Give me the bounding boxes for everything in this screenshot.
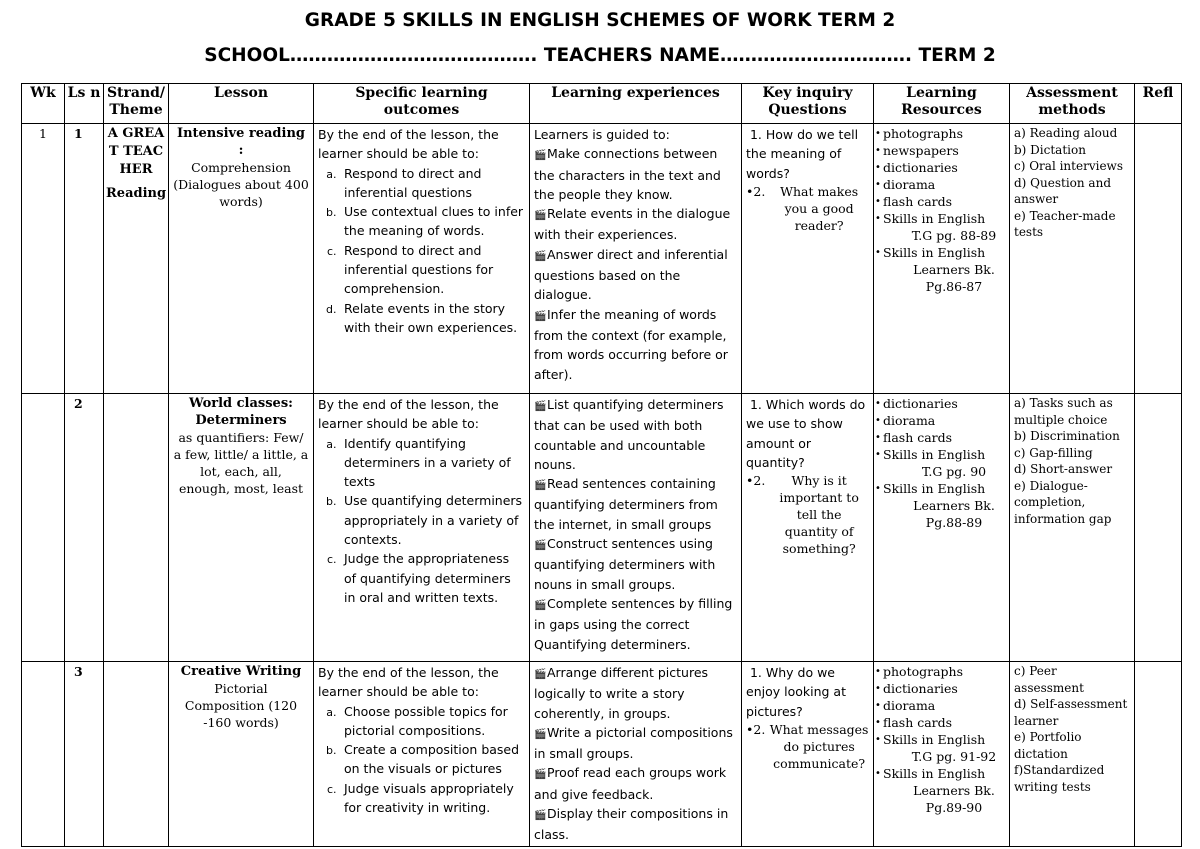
outcome-item: a. Choose possible topics for pictorial compositions.	[340, 702, 525, 741]
experience-text: Relate events in the dialogue with their experiences.	[534, 206, 731, 243]
experience-text: Answer direct and inferential questions based on the dialogue.	[534, 246, 728, 303]
header-resources: Learning Resources	[874, 84, 1010, 124]
questions-cell	[742, 394, 874, 662]
experience-item	[534, 204, 737, 245]
resource-text: diorama	[883, 698, 936, 713]
resource-item	[876, 680, 1005, 697]
question-item	[746, 125, 869, 183]
lesson-body: Comprehension (Dialogues about 400 words)	[173, 160, 309, 209]
lesson-number-cell: 3	[65, 662, 104, 847]
resource-item	[876, 244, 1005, 295]
strand-cell	[104, 394, 169, 662]
header-experiences: Learning experiences	[530, 84, 742, 124]
resource-detail: Learners Bk. Pg.86-87	[913, 262, 995, 294]
lesson-body: as quantifiers: Few/ a few, little/ a little, a lot, each, all, enough, most, least	[173, 430, 309, 496]
resources-cell	[874, 394, 1010, 662]
question-text: Why do we enjoy looking at pictures?	[746, 665, 846, 719]
header-wk: Wk	[22, 84, 65, 124]
week-cell: 1	[22, 124, 65, 394]
clapperboard-icon: 🎬	[534, 769, 547, 781]
resource-item	[876, 193, 1005, 210]
experience-item	[534, 305, 737, 384]
experience-item	[534, 723, 737, 764]
assessment-item: d) Short-answer	[1014, 462, 1113, 476]
header-lsn: Ls n	[65, 84, 104, 124]
table-row	[22, 394, 1182, 662]
reflection-cell	[1135, 662, 1182, 847]
header-reflection: Refl	[1135, 84, 1182, 124]
lesson-cell	[169, 394, 314, 662]
outcome-item: c. Judge the appropriateness of quantifying determiners in oral and written texts.	[340, 549, 525, 607]
assessment-item: f)Standardized writing tests	[1014, 763, 1105, 794]
resource-detail: Learners Bk. Pg.89-90	[913, 783, 995, 815]
assessment-item: e) Dialogue-completion, information gap	[1014, 478, 1112, 526]
resource-item	[876, 142, 1005, 159]
strand-cell	[104, 662, 169, 847]
resource-item	[876, 395, 1005, 412]
outcome-item: b. Use contextual clues to infer the meaning of words.	[340, 202, 525, 241]
resource-detail: T.G pg. 88-89	[911, 228, 997, 243]
resource-text: Skills in English	[883, 447, 986, 462]
assessment-item: d) Self-assessment learner	[1014, 697, 1128, 728]
resource-detail: T.G pg. 91-92	[911, 749, 997, 764]
resource-text: dictionaries	[883, 681, 958, 696]
assessment-item: a) Reading aloud	[1014, 126, 1118, 140]
clapperboard-icon: 🎬	[534, 540, 547, 552]
assessment-cell	[1010, 662, 1135, 847]
resources-cell	[874, 662, 1010, 847]
question-text: What messages do pictures communicate?	[769, 721, 869, 771]
outcomes-cell	[314, 662, 530, 847]
resource-item	[876, 159, 1005, 176]
resource-item	[876, 176, 1005, 193]
question-item	[746, 663, 869, 721]
header-questions: Key inquiry Questions	[742, 84, 874, 124]
resource-item	[876, 714, 1005, 731]
lesson-number-cell: 1	[65, 124, 104, 394]
outcome-item: b. Use quantifying determiners appropriately in a variety of contexts.	[340, 491, 525, 549]
header-strand: Strand/ Theme	[104, 84, 169, 124]
assessment-cell	[1010, 394, 1135, 662]
clapperboard-icon: 🎬	[534, 669, 547, 680]
resource-item	[876, 412, 1005, 429]
assessment-item: c) Peer assessment	[1014, 664, 1084, 695]
lesson-title: World classes: Determiners	[189, 396, 293, 428]
experience-text: Make connections between the characters in the text and the people they know.	[534, 146, 721, 202]
experience-item	[534, 763, 737, 804]
question-item	[746, 472, 869, 557]
header-assessment: Assessment methods	[1010, 84, 1135, 124]
resource-text: Skills in English	[883, 732, 986, 747]
experience-text: Arrange different pictures logically to write a story coherently, in groups.	[534, 665, 709, 721]
assessment-item: d) Question and answer	[1014, 175, 1111, 206]
outcome-item: c. Respond to direct and inferential questions for comprehension.	[340, 241, 525, 299]
experience-item	[534, 245, 737, 305]
experience-text: Proof read each groups work and give feedback.	[534, 765, 727, 802]
resource-item	[876, 663, 1005, 680]
assessment-item: c) Oral interviews	[1014, 159, 1123, 173]
clapperboard-icon: 🎬	[534, 210, 547, 222]
assessment-item: c) Gap-filling	[1014, 445, 1093, 460]
questions-cell	[742, 662, 874, 847]
outcomes-intro: By the end of the lesson, the learner should be able to:	[318, 127, 499, 162]
experience-text: Read sentences containing quantifying determiners from the internet, in small groups	[534, 476, 718, 532]
experience-text: Construct sentences using quantifying determiners with nouns in small groups.	[534, 536, 716, 592]
outcome-item: a. Respond to direct and inferential questions	[340, 164, 525, 203]
resource-text: Skills in English	[883, 245, 986, 260]
assessment-item: b) Discrimination	[1014, 429, 1120, 443]
lesson-cell	[169, 662, 314, 847]
experience-text: Complete sentences by filling in gaps using the correct Quantifying determiners.	[534, 595, 733, 652]
question-item	[746, 721, 869, 772]
resource-text: diorama	[883, 177, 936, 192]
outcomes-intro: By the end of the lesson, the learner should be able to:	[318, 665, 499, 700]
outcomes-list	[318, 164, 525, 338]
outcome-item: c. Judge visuals appropriately for creativity in writing.	[340, 779, 525, 818]
resource-item	[876, 446, 1005, 480]
outcome-item: b. Create a composition based on the visuals or pictures	[340, 740, 525, 779]
outcomes-intro: By the end of the lesson, the learner should be able to:	[318, 397, 499, 432]
experience-item	[534, 663, 737, 723]
question-number: 1.	[746, 397, 766, 412]
questions-cell	[742, 124, 874, 394]
resource-text: flash cards	[883, 430, 953, 445]
experience-item	[534, 804, 737, 845]
question-text: What makes you a good reader?	[780, 183, 859, 233]
experience-text: Display their compositions in class.	[534, 806, 729, 843]
page-subtitle: SCHOOL…………………………………. TEACHERS NAME…………………………. TERM 2	[204, 45, 996, 66]
question-text: How do we tell the meaning of words?	[746, 127, 859, 181]
resource-item	[876, 210, 1005, 244]
experiences-cell	[530, 394, 742, 662]
lesson-cell	[169, 124, 314, 394]
lesson-body: Pictorial Composition (120 -160 words)	[184, 681, 298, 730]
question-text: Which words do we use to show amount or quantity?	[746, 397, 866, 470]
question-text: Why is it important to tell the quantity of something?	[779, 473, 859, 557]
resource-text: Skills in English	[883, 211, 986, 226]
strand-subtitle: Reading	[106, 186, 167, 201]
experience-text: List quantifying determiners that can be used with both countable and uncountable nouns.	[534, 397, 724, 472]
outcome-item: d. Relate events in the story with their own experiences.	[340, 299, 525, 338]
resource-detail: T.G pg. 90	[921, 464, 987, 479]
week-cell	[22, 662, 65, 847]
resource-item	[876, 480, 1005, 531]
clapperboard-icon: 🎬	[534, 810, 547, 822]
resource-text: dictionaries	[883, 396, 958, 411]
week-cell	[22, 394, 65, 662]
outcomes-list	[318, 434, 525, 608]
lesson-number-cell: 2	[65, 394, 104, 662]
lesson-title: Creative Writing	[180, 664, 302, 679]
resource-text: diorama	[883, 413, 936, 428]
clapperboard-icon: 🎬	[534, 599, 547, 611]
resources-list	[876, 663, 1005, 816]
resource-text: photographs	[883, 664, 964, 679]
assessment-item: b) Dictation	[1014, 142, 1086, 157]
clapperboard-icon: 🎬	[534, 401, 547, 412]
strand-title: A GREAT TEACHER	[107, 126, 165, 177]
clapperboard-icon: 🎬	[534, 150, 547, 162]
resource-text: flash cards	[883, 194, 953, 209]
resource-text: photographs	[883, 126, 964, 141]
question-item	[746, 395, 869, 472]
strand-cell	[104, 124, 169, 394]
experience-item	[534, 594, 737, 654]
clapperboard-icon: 🎬	[534, 728, 547, 740]
reflection-cell	[1135, 394, 1182, 662]
question-number: •2.	[746, 183, 770, 199]
resource-item	[876, 697, 1005, 714]
resource-text: newspapers	[883, 143, 959, 158]
header-lesson: Lesson	[169, 84, 314, 124]
resource-text: dictionaries	[883, 160, 958, 175]
experiences-cell	[530, 662, 742, 847]
question-item	[746, 183, 869, 234]
experience-item	[534, 534, 737, 594]
question-number: •2.	[746, 721, 770, 737]
resource-item	[876, 765, 1005, 816]
resources-list	[876, 395, 1005, 531]
outcomes-cell	[314, 394, 530, 662]
header-outcomes: Specific learning outcomes	[314, 84, 530, 124]
experiences-intro: Learners is guided to:	[534, 127, 670, 142]
assessment-cell	[1010, 124, 1135, 394]
question-number: 1.	[746, 665, 766, 680]
outcome-item: a. Identify quantifying determiners in a variety of texts	[340, 434, 525, 492]
page-title: GRADE 5 SKILLS IN ENGLISH SCHEMES OF WORK TERM 2	[304, 10, 896, 31]
table-row	[22, 124, 1182, 394]
experience-text: Write a pictorial compositions in small groups.	[534, 724, 733, 762]
table-header-row	[22, 84, 1182, 124]
lesson-title: Intensive reading :	[177, 126, 305, 158]
question-number: •2.	[746, 473, 770, 489]
resource-text: Skills in English	[883, 481, 986, 496]
resource-item	[876, 429, 1005, 446]
table-row	[22, 662, 1182, 847]
resource-text: flash cards	[883, 715, 953, 730]
resource-item	[876, 731, 1005, 765]
experience-item	[534, 474, 737, 534]
assessment-item: e) Teacher-made tests	[1014, 208, 1116, 239]
clapperboard-icon: 🎬	[534, 250, 547, 262]
experiences-cell	[530, 124, 742, 394]
outcomes-cell	[314, 124, 530, 394]
schemes-of-work-table	[21, 83, 1182, 847]
resources-list	[876, 125, 1005, 295]
reflection-cell	[1135, 124, 1182, 394]
question-number: 1.	[746, 127, 766, 142]
resource-detail: Learners Bk. Pg.88-89	[913, 498, 995, 530]
assessment-item: e) Portfolio dictation	[1014, 730, 1082, 761]
experience-text: Infer the meaning of words from the context (for example, from words occurring before or after).	[534, 306, 728, 382]
resource-item	[876, 125, 1005, 142]
assessment-item: a) Tasks such as multiple choice	[1014, 396, 1113, 427]
experience-item	[534, 395, 737, 474]
resources-cell	[874, 124, 1010, 394]
outcomes-list	[318, 702, 525, 818]
clapperboard-icon: 🎬	[534, 310, 547, 322]
clapperboard-icon: 🎬	[534, 480, 547, 492]
resource-text: Skills in English	[883, 766, 986, 781]
experience-item	[534, 144, 737, 204]
